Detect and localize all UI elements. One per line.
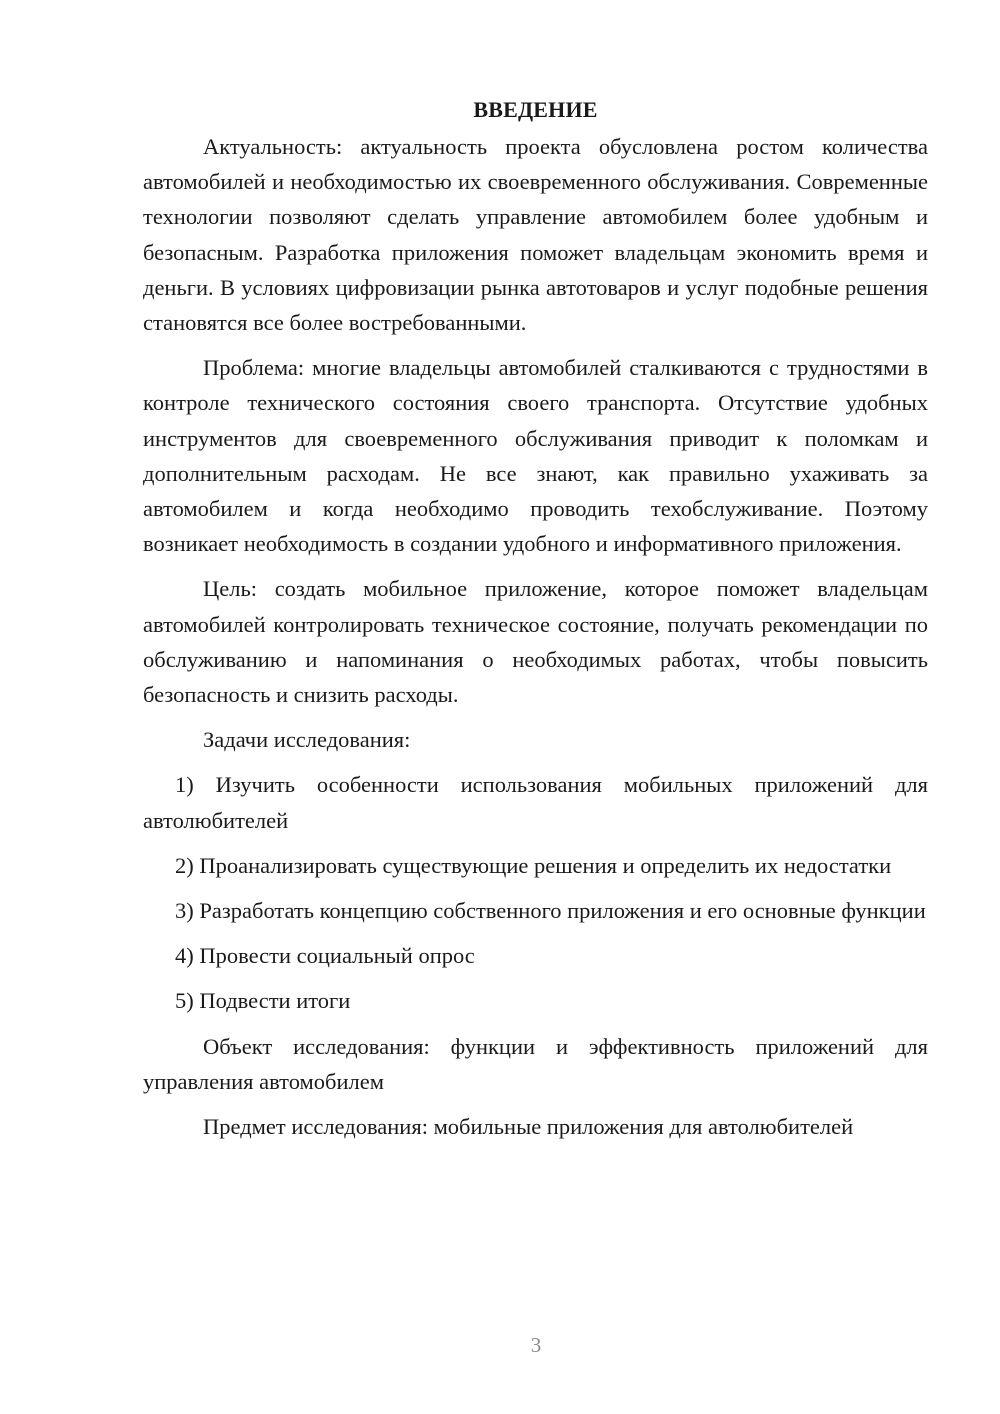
page-title: ВВЕДЕНИЕ (473, 97, 598, 122)
paragraph-goal: Цель: создать мобильное приложение, которое поможет владельцам автомобилей контролировать техническое состояние, получать рекомендации по обслуживанию и напоминания о необходимых работах, чтобы повысить безопасность и снизить расходы. (143, 576, 928, 708)
task-item-1: 1) Изучить особенности использования мобильных приложений для автолюбителей (143, 772, 928, 833)
task-item-2: 2) Проанализировать существующие решения и определить их недостатки (175, 852, 892, 878)
task-item-4: 4) Провести социальный опрос (175, 943, 475, 969)
paragraph-relevance: Актуальность: актуальность проекта обусловлена ростом количества автомобилей и необходимостью их своевременного обслуживания. Современные технологии позволяют сделать управление автомобилем более удобным и безопасным. Разработка приложения поможет владельцам экономить время и деньги. В условиях цифровизации рынка автотоваров и услуг подобные решения становятся все более востребованными. (143, 134, 928, 336)
tasks-heading: Задачи исследования: (203, 727, 411, 753)
document-page (143, 92, 928, 1154)
paragraph-subject: Предмет исследования: мобильные приложения для автолюбителей (203, 1114, 854, 1140)
tasks-list (143, 767, 928, 1018)
page-number: 3 (530, 1333, 542, 1357)
task-item-5: 5) Подвести итоги (175, 988, 351, 1014)
paragraph-problem: Проблема: многие владельцы автомобилей сталкиваются с трудностями в контроле технического состояния своего транспорта. Отсутствие удобных инструментов для своевременного обслуживания приводит к поломкам и дополнительным расходам. Не все знают, как правильно ухаживать за автомобилем и когда необходимо проводить техобслуживание. Поэтому возникает необходимость в создании удобного и информативного приложения. (143, 355, 928, 557)
paragraph-object: Объект исследования: функции и эффективность приложений для управления автомобилем (143, 1033, 928, 1094)
task-item-3: 3) Разработать концепцию собственного приложения и его основные функции (175, 898, 926, 924)
